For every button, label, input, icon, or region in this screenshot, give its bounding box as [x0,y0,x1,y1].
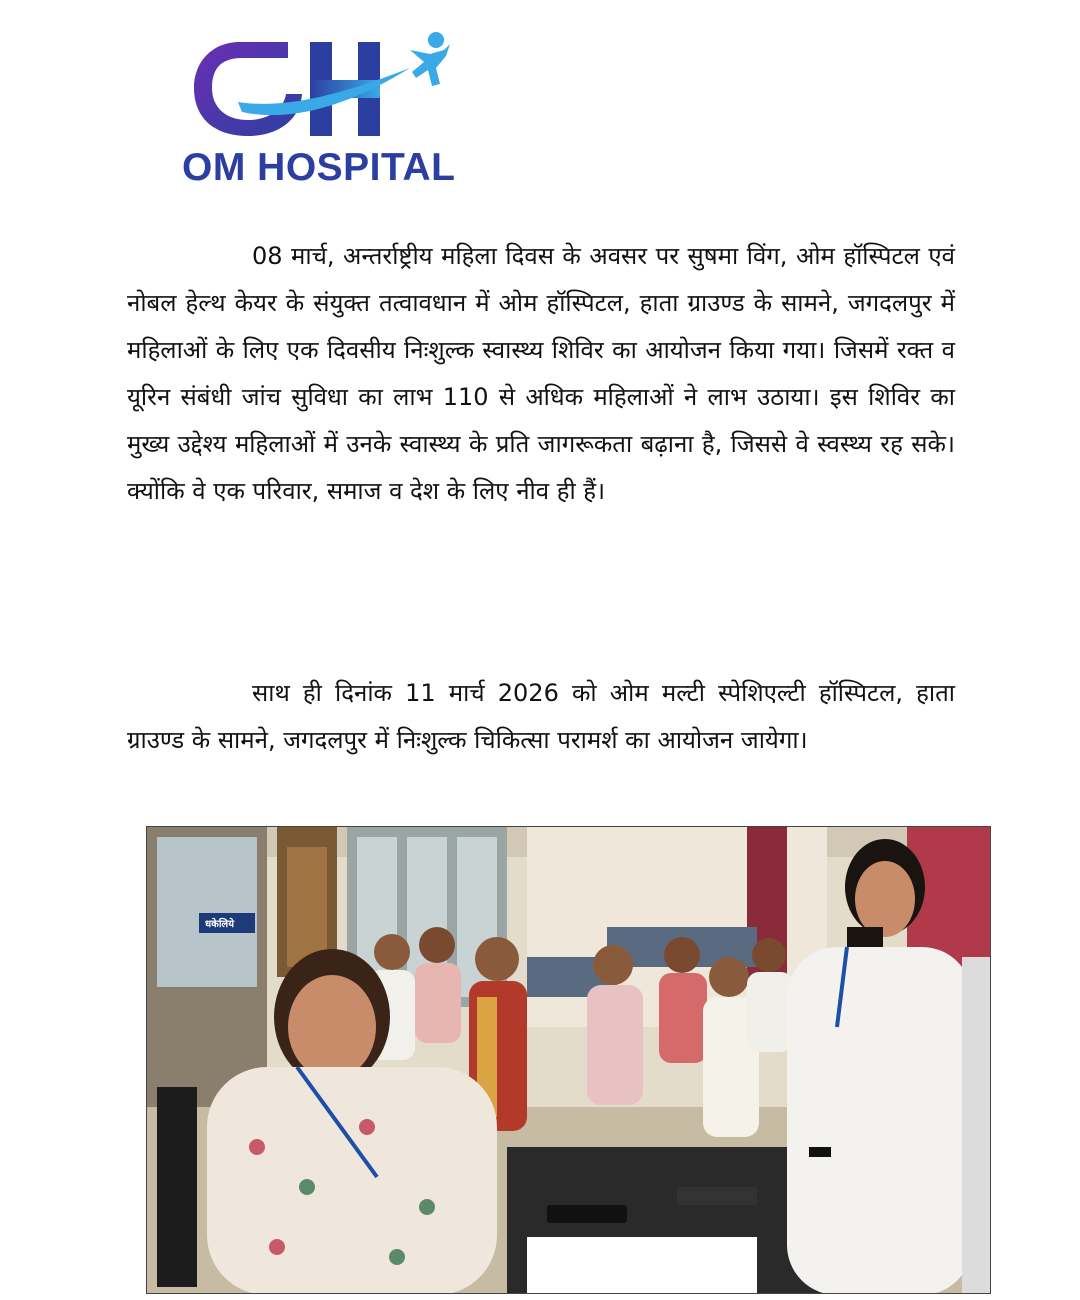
event-photo [146,826,991,1294]
hospital-name: OM HOSPITAL [182,146,456,189]
article-paragraph-2 [127,670,955,764]
event-photo-illustration [147,827,991,1294]
article-paragraph-1 [127,233,955,515]
door-sign-text: धकेलिये [205,919,234,930]
paragraph-1-text: 08 मार्च, अन्तर्राष्ट्रीय महिला दिवस के अवसर पर सुषमा विंग, ओम हॉस्पिटल एवं नोबल हेल्थ केयर के संयुक्त तत्वावधान में ओम हॉस्पिटल, हाता ग्राउण्ड के सामने, जगदलपुर में महिलाओं के लिए एक दिवसीय निःशुल्क स्वास्थ्य शिविर का आयोजन किया गया। जिसमें रक्त व यूरिन संबंधी जांच सुविधा का लाभ 110 से अधिक महिलाओं ने लाभ उठाया। इस शिविर का मुख्य उद्देश्य महिलाओं में उनके स्वास्थ्य के प्रति जागरूकता बढ़ाना है, जिससे वे स्वस्थ्य रह सके। क्योंकि वे एक परिवार, समाज व देश के लिए नीव ही हैं। [127,242,955,505]
hospital-logo [178,28,498,193]
logo-monogram-icon [178,28,498,146]
paragraph-2-text: साथ ही दिनांक 11 मार्च 2026 को ओम मल्टी स्पेशिएल्टी हॉस्पिटल, हाता ग्राउण्ड के सामने, जगदलपुर में निःशुल्क चिकित्सा परामर्श का आयोजन जायेगा। [127,679,955,754]
